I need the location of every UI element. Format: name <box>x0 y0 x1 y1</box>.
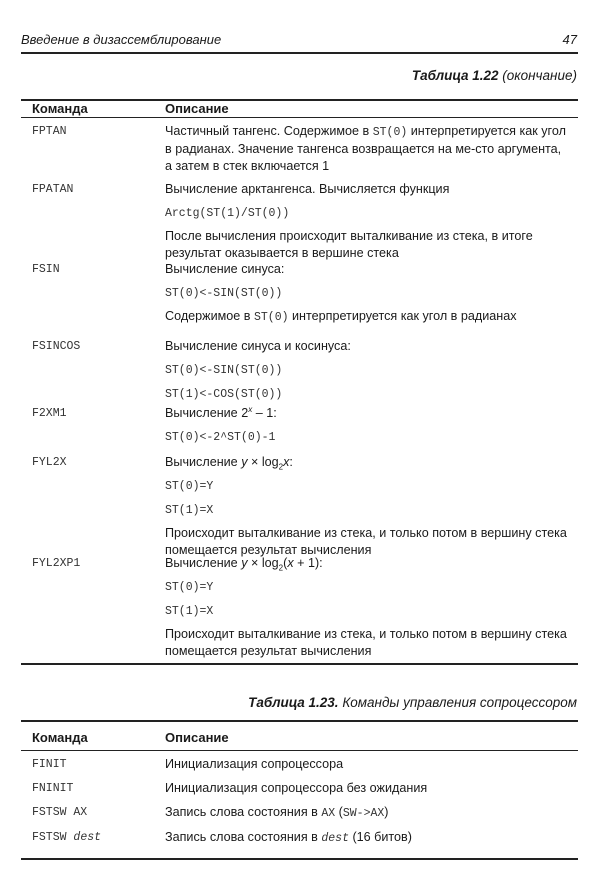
description-paragraph <box>165 308 570 326</box>
table1-top-rule <box>21 99 578 101</box>
text-fragment: : <box>289 455 293 469</box>
description-paragraph <box>165 428 570 446</box>
command-name <box>32 407 67 420</box>
code-fragment: ST(0) <box>372 126 408 139</box>
command-text: FPTAN <box>32 125 67 138</box>
command-text: FNINIT <box>32 782 74 795</box>
table2-caption-number: Таблица 1.23. <box>248 695 339 710</box>
description-paragraph <box>165 626 570 660</box>
command-description <box>165 780 570 803</box>
text-fragment: x <box>287 556 294 570</box>
table1-header-command: Команда <box>32 101 88 116</box>
code-fragment: ST(1)=X <box>165 605 214 618</box>
description-paragraph <box>165 804 570 822</box>
command-name <box>32 456 67 469</box>
text-fragment: y <box>241 455 248 469</box>
table1-bottom-rule <box>21 663 578 665</box>
description-paragraph <box>165 501 570 519</box>
command-text: FINIT <box>32 758 67 771</box>
description-paragraph <box>165 602 570 620</box>
table2-top-rule <box>21 720 578 722</box>
table2-header-description: Описание <box>165 730 229 745</box>
command-operand: dest <box>73 831 102 844</box>
description-paragraph <box>165 756 570 773</box>
code-fragment: Arctg(ST(1)/ST(0)) <box>165 207 290 220</box>
text-fragment: Происходит выталкивание из стека, и только потом в вершину стека помещается результат вычисления <box>165 526 571 557</box>
text-fragment: y <box>241 556 248 570</box>
code-fragment: ST(0)<-SIN(ST(0)) <box>165 364 283 377</box>
text-fragment: (16 битов) <box>348 830 412 844</box>
command-text: FSINCOS <box>32 340 81 353</box>
text-fragment: Вычисление 2 <box>165 406 249 420</box>
code-fragment: AX <box>321 807 336 820</box>
command-name <box>32 263 60 276</box>
text-fragment: Вычисление <box>165 556 242 570</box>
command-description <box>165 181 570 268</box>
command-description <box>165 405 570 452</box>
code-fragment: ST(0)<-2^ST(0)-1 <box>165 431 276 444</box>
text-fragment: + 1): <box>293 556 323 570</box>
command-description <box>165 555 570 666</box>
command-text: FSTSW <box>32 831 74 844</box>
table2-caption-text: Команды управления сопроцессором <box>338 695 577 710</box>
table1-caption <box>412 68 577 83</box>
description-paragraph <box>165 338 570 355</box>
code-fragment: ST(0) <box>254 311 289 324</box>
command-name <box>32 758 67 771</box>
command-description <box>165 454 570 565</box>
description-paragraph <box>165 261 570 278</box>
description-paragraph <box>165 780 570 797</box>
command-description <box>165 261 570 332</box>
table1-caption-text: (окончание) <box>498 68 577 83</box>
table2-caption <box>248 695 577 710</box>
command-name <box>32 557 80 570</box>
text-fragment: интерпретируется как угол в радианах <box>288 309 517 323</box>
page-number: 47 <box>562 32 577 47</box>
text-fragment: Частичный тангенс. Содержимое в <box>165 124 373 138</box>
text-fragment: × log <box>247 556 279 570</box>
text-fragment: x <box>248 404 253 414</box>
description-paragraph <box>165 361 570 379</box>
command-description <box>165 756 570 779</box>
text-fragment: Вычисление <box>165 455 242 469</box>
code-fragment: SW->AX <box>342 807 385 820</box>
command-description <box>165 829 570 853</box>
table2-bottom-rule <box>21 858 578 860</box>
command-text: FPATAN <box>32 183 74 196</box>
description-paragraph <box>165 181 570 198</box>
code-fragment: ST(0)<-SIN(ST(0)) <box>165 287 283 300</box>
description-paragraph <box>165 477 570 495</box>
command-name <box>32 782 73 795</box>
text-fragment: x <box>283 455 290 469</box>
description-paragraph <box>165 204 570 222</box>
text-fragment: После вычисления происходит выталкивание из стека, в итоге результат оказывается в вершине стека <box>165 229 537 260</box>
text-fragment: Происходит выталкивание из стека, и только потом в вершину стека помещается результат вычисления <box>165 627 571 658</box>
command-text: FYL2X <box>32 456 67 469</box>
text-fragment: Запись слова состояния в <box>165 830 322 844</box>
description-paragraph <box>165 525 570 559</box>
description-paragraph <box>165 284 570 302</box>
command-name <box>32 183 73 196</box>
code-fragment: ST(1)<-COS(ST(0)) <box>165 388 283 401</box>
table1-header-description: Описание <box>165 101 229 116</box>
command-text: FSIN <box>32 263 60 276</box>
code-fragment: ST(0)=Y <box>165 581 214 594</box>
command-description <box>165 804 570 828</box>
description-paragraph <box>165 555 570 572</box>
text-fragment: Инициализация сопроцессора без ожидания <box>165 781 428 795</box>
text-fragment: 2 <box>278 462 284 472</box>
table1-caption-number: Таблица 1.22 <box>411 68 499 83</box>
description-paragraph <box>165 228 570 262</box>
text-fragment: Содержимое в <box>165 309 254 323</box>
description-paragraph <box>165 578 570 596</box>
table2-header-rule <box>21 750 578 751</box>
text-fragment: Запись слова состояния в <box>165 805 322 819</box>
description-paragraph <box>165 405 570 422</box>
text-fragment: Вычисление синуса: <box>165 262 285 276</box>
text-fragment: × log <box>247 455 279 469</box>
table2-header-command: Команда <box>32 730 88 745</box>
text-fragment: ( <box>283 556 288 570</box>
text-fragment: ) <box>384 805 389 819</box>
command-text: F2XM1 <box>32 407 67 420</box>
running-header <box>21 32 577 47</box>
table1-header-rule <box>21 117 578 118</box>
command-description <box>165 123 570 181</box>
command-text: FSTSW AX <box>32 806 88 819</box>
code-fragment: ST(0)=Y <box>165 480 214 493</box>
text-fragment: Вычисление арктангенса. Вычисляется функция <box>165 182 450 196</box>
command-description <box>165 338 570 409</box>
text-fragment: ( <box>335 805 343 819</box>
text-fragment: 2 <box>278 563 284 573</box>
code-fragment: dest <box>321 832 349 845</box>
description-paragraph <box>165 123 570 175</box>
text-fragment: Вычисление синуса и косинуса: <box>165 339 351 353</box>
description-paragraph <box>165 454 570 471</box>
description-paragraph <box>165 829 570 847</box>
command-name <box>32 831 101 844</box>
code-fragment: ST(1)=X <box>165 504 214 517</box>
command-text: FYL2XP1 <box>32 557 81 570</box>
running-title: Введение в дизассемблирование <box>21 32 222 47</box>
command-name <box>32 806 87 819</box>
text-fragment: Инициализация сопроцессора <box>165 757 344 771</box>
command-name <box>32 125 67 138</box>
text-fragment: – 1: <box>252 406 277 420</box>
description-paragraph <box>165 385 570 403</box>
command-name <box>32 340 80 353</box>
header-rule <box>21 52 578 54</box>
text-fragment: интерпретируется как угол в радианах. Значение тангенса возвращается на ме-сто аргумента, а затем в стек включается 1 <box>165 124 570 173</box>
